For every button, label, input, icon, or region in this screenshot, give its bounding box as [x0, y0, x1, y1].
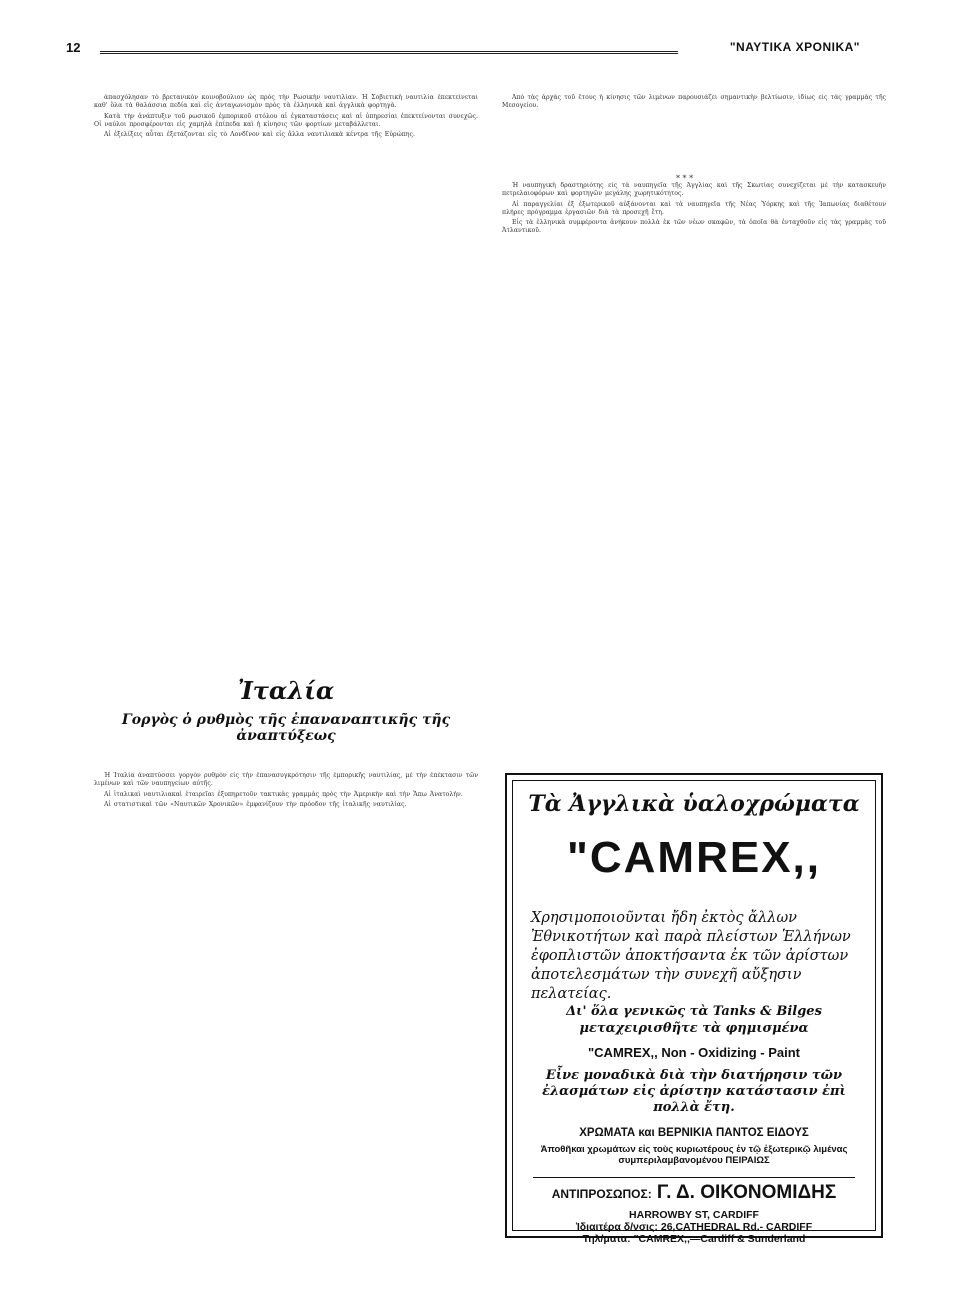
ad-agent [523, 1182, 865, 1204]
ad-address-block [523, 1209, 865, 1245]
paragraph: ἀπασχόλησαν τὸ βρετανικὸν κοινοβούλιον ὡς πρὸς τὴν Ρωσικὴν ναυτιλίαν. Ἡ Σοβιετικὴ ναυτιλία ἐπεκτείνεται καθ' ὅλα τὰ θαλάσσια πεδία καὶ εἰς ἀνταγωνισμὸν πρὸς τὰ ἐλληνικὰ καὶ ἀγγλικὰ φορτηγὰ. [94, 94, 478, 110]
ad-office-label: Ἰδιαιτέρα δ/νσις: [575, 1221, 658, 1233]
right-column-middle [502, 182, 886, 757]
paragraph: Εἰς τὰ ἑλληνικὰ συμφέροντα ἀνήκουν πολλὰ ἐκ τῶν νέων σκαφῶν, τὰ ὁποῖα θὰ ἐνταχθοῦν εἰς τὰς γραμμὰς τοῦ Ἀτλαντικοῦ. [502, 219, 886, 235]
right-column-top [502, 94, 886, 172]
paragraph: Αἱ ἐξελίξεις αὗται ἐξετάζονται εἰς τὸ Λονδῖνον καὶ εἰς ἄλλα ναυτιλιακὰ κέντρα τῆς Εὐρώπης. [104, 131, 415, 138]
ad-agent-name: Γ. Δ. ΟΙΚΟΝΟΜΙΔΗΣ [656, 1182, 837, 1203]
ad-border [512, 780, 876, 1245]
ad-headline: Τὰ Ἀγγλικὰ ὑαλοχρώματα [528, 791, 860, 817]
paragraph: Κατὰ τὴν ἀνάπτυξιν τοῦ ρωσικοῦ ἐμπορικοῦ στόλου αἱ ἐγκαταστάσεις καὶ αἱ ὑπηρεσίαι ἐπεκτείνονται συνεχῶς. Οἱ ναύλοι προσφέρονται εἰς χαμηλὰ ἐπίπεδα καὶ ἡ κίνησις τῶν φορτίων μεταβάλλεται. [94, 112, 478, 128]
article-subtitle: Γοργὸς ὁ ρυθμὸς τῆς ἐπαναναπτικῆς τῆς ἀναπτύξεως [121, 712, 451, 744]
ad-colours: ΧΡΩΜΑΤΑ και ΒΕΡΝΙΚΙΑ ΠΑΝΤΟΣ ΕΙΔΟΥΣ [579, 1127, 809, 1139]
ad-agent-label: ΑΝΤΙΠΡΟΣΩΠΟΣ: [551, 1187, 652, 1201]
ad-agent-street: HARROWBY ST, CARDIFF [629, 1209, 759, 1221]
paragraph: Αἱ παραγγελίαι ἐξ ἐξωτερικοῦ αὐξάνονται καὶ τὰ ναυπηγεῖα τῆς Νέας Ὑόρκης καὶ τῆς Ἰαπωνίας διαθέτουν πλήρες πρόγραμμα ἐργασιῶν διὰ τὰ προσεχῆ ἔτη. [502, 200, 886, 216]
paragraph: Ἡ ναυπηγικὴ δραστηριότης εἰς τὰ ναυπηγεῖα τῆς Ἀγγλίας καὶ τῆς Σκωτίας συνεχίζεται μὲ τὴν κατασκευὴν πετρελαιοφόρων καὶ φορτηγῶν μεγάλης χωρητικότητος. [502, 182, 886, 198]
ad-cables-value: "CAMREX,,—Cardiff & Sunderland [633, 1233, 806, 1245]
ad-intro: Χρησιμοποιοῦνται ἤδη ἐκτὸς ἄλλων Ἐθνικοτήτων καὶ παρὰ πλείστων Ἑλλήνων ἐφοπλιστῶν ἀποκτήσαντα ἐκ τῶν ἀρίστων ἀποτελεσμάτων τὴν συνεχῆ αὔξησιν πελατείας. [531, 910, 851, 1002]
paragraph: Ἀπὸ τὰς ἀρχὰς τοῦ ἔτους ἡ κίνησις τῶν λιμένων παρουσιάζει σημαντικὴν βελτίωσιν, ἰδίως εἰς τὰς γραμμὰς τῆς Μεσογείου. [502, 94, 886, 110]
left-column-top [94, 94, 478, 672]
page-number: 12 [66, 40, 81, 55]
ad-office-address: 26,CATHEDRAL Rd.- CARDIFF [660, 1221, 813, 1233]
ad-stock-note: Ἀποθῆκαι χρωμάτων εἰς τοὺς κυριωτέρους ἐν τῷ ἐξωτερικῷ λιμένας συμπεριλαμβανομένου ΠΕΙΡΑΙΩΣ [540, 1144, 848, 1166]
ad-unique-claim: Εἶνε μοναδικὰ διὰ τὴν διατήρησιν τῶν ἐλασμάτων εἰς ἀρίστην κατάστασιν ἐπὶ πολλὰ ἔτη. [542, 1068, 846, 1115]
paragraph: Αἱ στατιστικαὶ τῶν «Ναυτικῶν Χρονικῶν» ἐμφανίζουν τὴν πρόοδον τῆς ἰταλικῆς ναυτιλίας. [104, 800, 407, 808]
paragraph: Ἡ Ἰταλία ἀναπτύσσει γοργὸν ρυθμὸν εἰς τὴν ἐπανασυγκρότησιν τῆς ἐμπορικῆς ναυτιλίας, μὲ τὴν ἐπέκτασιν τῶν λιμένων καὶ τῶν ναυπηγείων αὐτῆς. [94, 772, 478, 788]
ad-brand: "CAMREX,, [567, 833, 821, 882]
ad-product-name: "CAMREX,, Non - Oxidizing - Paint [588, 1045, 800, 1060]
paragraph: Αἱ ἰταλικαὶ ναυτιλιακαὶ ἑταιρεῖαι ἐξυπηρετοῦν τακτικὰς γραμμὰς πρὸς τὴν Ἀμερικὴν καὶ τὴν Ἄπω Ἀνατολήν. [104, 790, 463, 798]
section-separator: * * * [676, 174, 694, 183]
left-column-bottom [94, 772, 478, 1220]
ad-divider [533, 1177, 855, 1178]
camrex-advertisement [505, 773, 883, 1245]
page-header [66, 40, 896, 64]
ad-cables-label: Τηλ/ματα: [582, 1233, 631, 1245]
magazine-title: "ΝΑΥΤΙΚΑ ΧΡΟΝΙΚΑ" [729, 40, 860, 54]
ad-tanks-bilges: Δι' ὅλα γενικῶς τὰ Tanks & Bilges μεταχειρισθῆτε τὰ φημισμένα [566, 1004, 822, 1036]
article-title: Ἰταλία [237, 676, 335, 705]
header-rule [100, 51, 678, 54]
